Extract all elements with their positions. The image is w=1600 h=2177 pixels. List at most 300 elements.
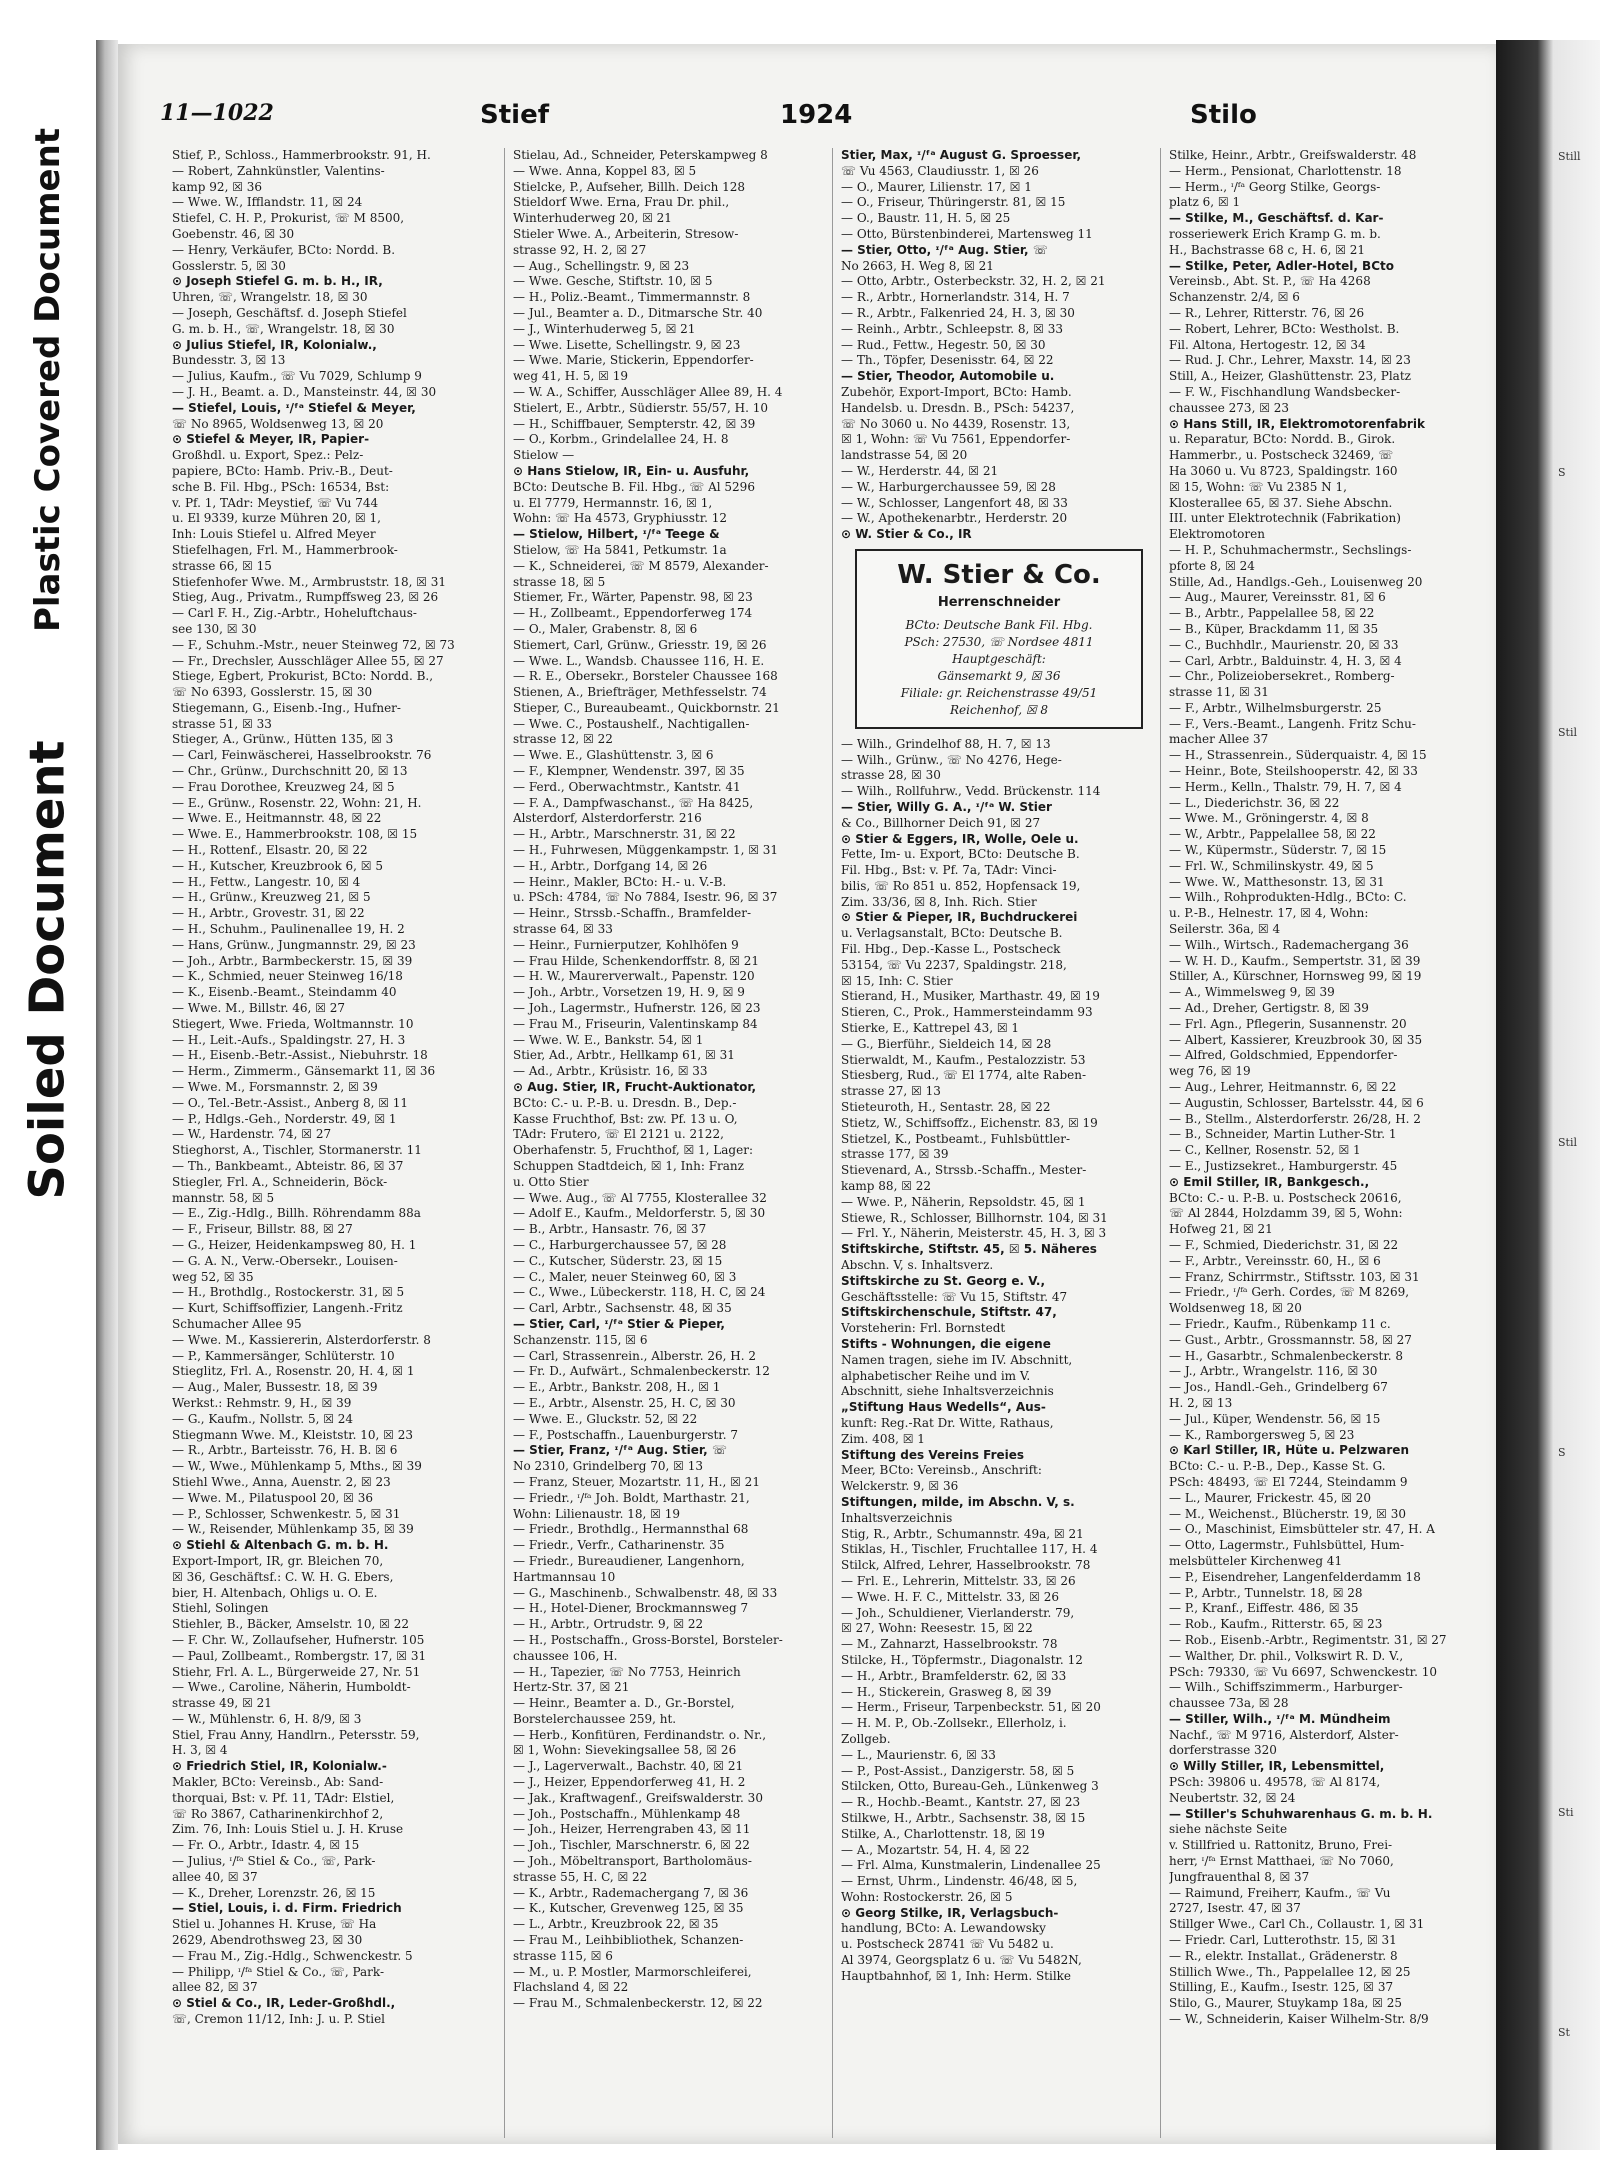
directory-entry: ⊙ Stier & Eggers, IR, Wolle, Oele u. <box>841 831 1079 846</box>
directory-entry: Seilerstr. 36a, ☒ 4 <box>1169 922 1281 937</box>
directory-entry: — Ad., Arbtr., Krüsistr. 16, ☒ 33 <box>513 1064 708 1079</box>
directory-entry: v. Pf. 1, TAdr: Meystief, ☏ Vu 744 <box>172 495 379 510</box>
directory-entry: — Stiel, Louis, i. d. Firm. Friedrich <box>172 1901 402 1916</box>
directory-entry: — Jos., Handl.-Geh., Grindelberg 67 <box>1169 1380 1388 1395</box>
directory-entry: Alsterdorf, Alsterdorferstr. 216 <box>513 811 702 826</box>
page-header <box>160 100 1490 136</box>
directory-entry: Abschn. V, s. Inhaltsverz. <box>841 1258 994 1273</box>
directory-entry: siehe nächste Seite <box>1169 1822 1288 1837</box>
directory-entry: — Augustin, Schlosser, Bartelsstr. 44, ☒ 6 <box>1169 1095 1424 1110</box>
directory-entry: Hauptbahnhof, ☒ 1, Inh: Herm. Stilke <box>841 1968 1072 1983</box>
directory-entry: ☏ Al 2844, Holzdamm 39, ☒ 5, Wohn: <box>1169 1206 1403 1221</box>
directory-entry: — O., Tel.-Betr.-Assist., Anberg 8, ☒ 11 <box>172 1095 409 1110</box>
directory-entry: — Joseph, Geschäftsf. d. Joseph Stiefel <box>172 305 407 320</box>
directory-entry: — Th., Bankbeamt., Abteistr. 86, ☒ 37 <box>172 1159 404 1173</box>
directory-entry: — Wwe. E., Hammerbrookstr. 108, ☒ 15 <box>172 827 418 842</box>
directory-entry: PSch: 79330, ☏ Vu 6697, Schwenckestr. 10 <box>1169 1664 1437 1679</box>
directory-entry: ⊙ Friedrich Stiel, IR, Kolonialw.- <box>172 1759 387 1774</box>
directory-entry: — F., Klempner, Wendenstr. 397, ☒ 35 <box>513 764 745 779</box>
directory-entry: — Fr., Drechsler, Ausschläger Allee 55, ☒ 27 <box>172 653 444 668</box>
directory-entry: Stierwaldt, M., Kaufm., Pestalozzistr. 53 <box>841 1052 1086 1067</box>
directory-entry: ☒ 27, Wohn: Reesestr. 15, ☒ 22 <box>841 1621 1033 1636</box>
directory-entry: — P., Kranf., Eiffestr. 486, ☒ 35 <box>1169 1601 1359 1616</box>
directory-entry: strasse 28, ☒ 30 <box>841 768 941 783</box>
directory-entry: 2727, Isestr. 47, ☒ 37 <box>1169 1901 1301 1916</box>
directory-entry: Stiehl Wwe., Anna, Auenstr. 2, ☒ 23 <box>172 1474 391 1489</box>
directory-entry: Stier, Max, ᶦ/ᶠᵃ August G. Sproesser, <box>841 148 1082 162</box>
directory-entry: ⊙ Stier & Pieper, IR, Buchdruckerei <box>841 910 1078 925</box>
directory-entry: u. El 9339, kurze Mühren 20, ☒ 1, <box>172 511 381 526</box>
column-3-bottom <box>841 737 1151 1985</box>
directory-entry: — Fr. D., Aufwärt., Schmalenbeckerstr. 12 <box>513 1364 770 1379</box>
directory-entry: G. m. b. H., ☏, Wrangelstr. 18, ☒ 30 <box>172 321 395 336</box>
directory-entry: — Frl. Agn., Pflegerin, Susannenstr. 20 <box>1169 1016 1407 1031</box>
directory-entry: — H., Strassenrein., Süderquaistr. 4, ☒ 15 <box>1169 748 1427 763</box>
directory-entry: Stiklas, H., Tischler, Fruchtallee 117, H. 4 <box>841 1542 1098 1557</box>
directory-entry: 53154, ☏ Vu 2237, Spaldingstr. 218, <box>841 957 1067 972</box>
directory-entry: Stienen, A., Briefträger, Methfesselstr. 74 <box>513 685 767 700</box>
directory-entry: — Ad., Dreher, Gertigstr. 8, ☒ 39 <box>1169 1001 1369 1016</box>
directory-entry: Ha 3060 u. Vu 8723, Spaldingstr. 160 <box>1169 463 1398 478</box>
directory-entry: strasse 64, ☒ 33 <box>513 922 613 937</box>
directory-entry: Stiege, Egbert, Prokurist, BCto: Nordd. B., <box>172 669 434 684</box>
directory-entry: strasse 12, ☒ 22 <box>513 732 613 747</box>
directory-entry: — Wilh., Rohprodukten-Hdlg., BCto: C. <box>1169 890 1407 905</box>
directory-entry: — R., Hochb.-Beamt., Kantstr. 27, ☒ 23 <box>841 1795 1081 1810</box>
directory-entry: Stieg, Aug., Privatm., Rumpffsweg 23, ☒ 26 <box>172 590 439 605</box>
directory-entry: ☒ 36, Geschäftsf.: C. W. H. G. Ebers, <box>172 1569 394 1584</box>
directory-entry: — P., Post-Assist., Danzigerstr. 58, ☒ 5 <box>841 1763 1075 1778</box>
directory-entry: Stiftungen, milde, im Abschn. V, s. <box>841 1494 1075 1509</box>
directory-entry: — M., Weichenst., Blücherstr. 19, ☒ 30 <box>1169 1506 1406 1521</box>
directory-entry: — Henry, Verkäufer, BCto: Nordd. B. <box>172 242 396 257</box>
directory-entry: Stiegemann, G., Eisenb.-Ing., Hufner- <box>172 700 401 715</box>
ad-main-address: Gänsemarkt 9, ☒ 36 <box>937 668 1061 683</box>
directory-entry: ☏, Cremon 11/12, Inh: J. u. P. Stiel <box>172 2012 386 2027</box>
directory-entry: — Robert, Zahnkünstler, Valentins- <box>172 163 385 178</box>
directory-entry: Bundesstr. 3, ☒ 13 <box>172 353 286 368</box>
header-left-keyword: Stief <box>480 100 550 130</box>
directory-entry: — Wwe. P., Näherin, Repsoldstr. 45, ☒ 1 <box>841 1194 1086 1209</box>
directory-entry: Stilcken, Otto, Bureau-Geh., Lünkenweg 3 <box>841 1779 1099 1794</box>
directory-entry: Inhaltsverzeichnis <box>841 1510 953 1525</box>
directory-entry: — Joh., Heizer, Herrengraben 43, ☒ 11 <box>513 1822 751 1837</box>
directory-entry: Oberhafenstr. 5, Fruchthof, ☒ 1, Lager: <box>513 1143 753 1158</box>
directory-entry: — Rud. J. Chr., Lehrer, Maxstr. 14, ☒ 23 <box>1169 353 1411 368</box>
directory-entry: u. P.-B., Helnestr. 17, ☒ 4, Wohn: <box>1169 906 1369 921</box>
directory-entry: sche B. Fil. Hbg., PSch: 16534, Bst: <box>172 479 390 494</box>
directory-entry: Stig, R., Arbtr., Schumannstr. 49a, ☒ 21 <box>841 1526 1084 1541</box>
directory-entry: Nachf., ☏ M 9716, Alsterdorf, Alster- <box>1169 1727 1399 1742</box>
directory-entry: — Joh., Lagermstr., Hufnerstr. 126, ☒ 23 <box>513 1001 761 1016</box>
directory-entry: ☏ Vu 4563, Claudiusstr. 1, ☒ 26 <box>841 163 1039 178</box>
directory-entry: — Herm., Kelln., Thalstr. 79, H. 7, ☒ 4 <box>1169 779 1402 794</box>
ad-main-label: Hauptgeschäft: <box>952 651 1046 666</box>
directory-entry: — E., Justizsekret., Hamburgerstr. 45 <box>1169 1159 1398 1173</box>
directory-entry: kamp 88, ☒ 22 <box>841 1179 932 1194</box>
directory-entry: Meer, BCto: Vereinsb., Anschrift: <box>841 1463 1042 1478</box>
directory-entry: — H., Arbtr., Ortrudstr. 9, ☒ 22 <box>513 1617 704 1632</box>
directory-entry: — Stier, Theodor, Automobile u. <box>841 369 1055 384</box>
directory-entry: — H., Fuhrwesen, Müggenkampstr. 1, ☒ 31 <box>513 843 779 858</box>
directory-entry: — W., Harburgerchaussee 59, ☒ 28 <box>841 479 1056 494</box>
directory-entry: u. PSch: 4784, ☏ No 7884, Isestr. 96, ☒ 37 <box>513 890 778 905</box>
directory-entry: — E., Arbtr., Bankstr. 208, H., ☒ 1 <box>513 1380 721 1395</box>
directory-entry: — Friedr., Verfr., Catharinenstr. 35 <box>513 1538 725 1553</box>
directory-entry: Stilling, E., Kaufm., Isestr. 125, ☒ 37 <box>1169 1980 1394 1995</box>
directory-entry: Makler, BCto: Vereinsb., Ab: Sand- <box>172 1775 384 1790</box>
directory-entry: — Philipp, ᶦ/ᶠᵃ Stiel & Co., ☏, Park- <box>172 1964 385 1979</box>
directory-entry: — Wwe. Anna, Koppel 83, ☒ 5 <box>513 163 697 178</box>
directory-entry: Schuppen Stadtdeich, ☒ 1, Inh: Franz <box>513 1159 744 1173</box>
directory-entry: — J., Lagerverwalt., Bachstr. 40, ☒ 21 <box>513 1759 744 1774</box>
directory-entry: handlung, BCto: A. Lewandowsky <box>841 1921 1046 1936</box>
directory-entry: Kasse Fruchthof, Bst: zw. Pf. 13 u. O, <box>513 1111 738 1126</box>
directory-entry: — K., Arbtr., Rademachergang 7, ☒ 36 <box>513 1885 749 1900</box>
directory-entry: — Ferd., Oberwachtmstr., Kantstr. 41 <box>513 779 741 794</box>
directory-entry: Zim. 408, ☒ 1 <box>841 1431 925 1446</box>
directory-entry: — Friedr. Carl, Lutterothstr. 15, ☒ 31 <box>1169 1933 1397 1948</box>
directory-entry: — R., Arbtr., Barteisstr. 76, H. B. ☒ 6 <box>172 1443 398 1458</box>
directory-entry: Zim. 76, Inh: Louis Stiel u. J. H. Kruse <box>172 1822 404 1837</box>
directory-entry: — P., Kammersänger, Schlüterstr. 10 <box>172 1348 395 1363</box>
directory-entry: — F., Arbtr., Vereinsstr. 60, H., ☒ 6 <box>1169 1253 1381 1268</box>
directory-entry: — Friedr., Bureaudiener, Langenhorn, <box>513 1553 745 1568</box>
directory-entry: — Frl. W., Schmilinskystr. 49, ☒ 5 <box>1169 858 1374 873</box>
directory-entry: platz 6, ☒ 1 <box>1169 195 1241 210</box>
directory-entry: — O., Maschinist, Eimsbütteler str. 47, H. A <box>1169 1522 1435 1537</box>
directory-entry: — Julius, Kaufm., ☏ Vu 7029, Schlump 9 <box>172 369 422 384</box>
directory-entry: — L., Maurer, Frickestr. 45, ☒ 20 <box>1169 1490 1372 1505</box>
directory-entry: — H., Fettw., Langestr. 10, ☒ 4 <box>172 874 361 889</box>
soiled-document-label <box>0 680 98 1260</box>
directory-entry: — C., Wwe., Lübeckerstr. 118, H. C, ☒ 24 <box>513 1285 766 1300</box>
directory-entry: — F., Postschaffn., Lauenburgerstr. 7 <box>513 1427 738 1442</box>
directory-entry: ☏ Ro 3867, Catharinenkirchhof 2, <box>172 1806 384 1821</box>
bleed-text: Sti <box>1558 1806 1574 1819</box>
directory-entry: macher Allee 37 <box>1169 732 1269 747</box>
directory-entry: — Wwe. W., Ifflandstr. 11, ☒ 24 <box>172 195 363 210</box>
directory-entry: — Heinr., Makler, BCto: H.- u. V.-B. <box>513 874 727 889</box>
directory-entry: Winterhuderweg 20, ☒ 21 <box>513 211 672 226</box>
directory-entry: — Carl, Strassenrein., Alberstr. 26, H. 2 <box>513 1348 756 1363</box>
directory-entry: Still, A., Heizer, Glashüttenstr. 23, Platz <box>1169 369 1411 384</box>
directory-entry: — P., Arbtr., Tunnelstr. 18, ☒ 28 <box>1169 1585 1363 1600</box>
directory-entry: — J., Arbtr., Wrangelstr. 116, ☒ 30 <box>1169 1364 1378 1379</box>
directory-entry: — Ernst, Uhrm., Lindenstr. 46/48, ☒ 5, <box>841 1874 1078 1889</box>
directory-entry: rosseriewerk Erich Kramp G. m. b. <box>1169 226 1381 241</box>
directory-entry: — G. A. N., Verw.-Obersekr., Louisen- <box>172 1253 398 1268</box>
directory-entry: — Wwe. W. E., Bankstr. 54, ☒ 1 <box>513 1032 704 1047</box>
directory-entry: — E., Arbtr., Alsenstr. 25, H. C, ☒ 30 <box>513 1395 736 1410</box>
directory-entry: allee 82, ☒ 37 <box>172 1980 258 1995</box>
directory-entry: — O., Baustr. 11, H. 5, ☒ 25 <box>841 211 1011 226</box>
directory-entry: — H., Leit.-Aufs., Spaldingstr. 27, H. 3 <box>172 1032 406 1047</box>
directory-entry: — W., Wwe., Mühlenkamp 5, Mths., ☒ 39 <box>172 1459 422 1474</box>
directory-entry: ⊙ Georg Stilke, IR, Verlagsbuch- <box>841 1905 1059 1920</box>
directory-entry: PSch: 39806 u. 49578, ☏ Al 8174, <box>1169 1775 1381 1790</box>
directory-entry: Stierand, H., Musiker, Marthastr. 49, ☒ 19 <box>841 989 1100 1004</box>
directory-entry: Stieglitz, Frl. A., Rosenstr. 20, H. 4, ☒ 1 <box>172 1364 415 1379</box>
directory-entry: — A., Wimmelsweg 9, ☒ 39 <box>1169 985 1335 1000</box>
directory-entry: — Rud., Fettw., Hegestr. 50, ☒ 30 <box>841 337 1046 352</box>
directory-entry: strasse 66, ☒ 15 <box>172 558 272 573</box>
directory-entry: — F., Schmied, Diederichstr. 31, ☒ 22 <box>1169 1237 1399 1252</box>
directory-entry: alphabetischer Reihe und im V. <box>841 1368 1031 1383</box>
directory-entry: Al 3974, Georgsplatz 6 u. ☏ Vu 5482N, <box>841 1953 1082 1968</box>
directory-entry: — Wilh., Wirtsch., Rademachergang 36 <box>1169 937 1409 952</box>
directory-entry: H. 3, ☒ 4 <box>172 1743 228 1758</box>
directory-entry: — Aug., Maurer, Vereinsstr. 81, ☒ 6 <box>1169 590 1386 605</box>
directory-entry: — Wwe. M., Forsmannstr. 2, ☒ 39 <box>172 1080 378 1095</box>
directory-entry: — Wwe. W., Matthesonstr. 13, ☒ 31 <box>1169 874 1385 889</box>
directory-entry: — Aug., Maler, Bussestr. 18, ☒ 39 <box>172 1380 378 1395</box>
directory-entry: — Frau Dorothee, Kreuzweg 24, ☒ 5 <box>172 779 395 794</box>
directory-entry: Inh: Louis Stiefel u. Alfred Meyer <box>172 527 376 542</box>
directory-entry: — Frau M., Leihbibliothek, Schanzen- <box>513 1933 744 1948</box>
directory-entry: — Herm., Zimmerm., Gänsemarkt 11, ☒ 36 <box>172 1064 436 1079</box>
directory-entry: — Stier, Willy G. A., ᶦ/ᶠᵃ W. Stier <box>841 799 1052 814</box>
directory-entry: u. Otto Stier <box>513 1174 589 1189</box>
directory-entry: Geschäftsstelle: ☏ Vu 15, Stiftstr. 47 <box>841 1289 1068 1304</box>
directory-entry: — C., Harburgerchaussee 57, ☒ 28 <box>513 1237 727 1252</box>
directory-entry: strasse 115, ☒ 6 <box>513 1948 613 1963</box>
directory-entry: — J., Heizer, Eppendorferweg 41, H. 2 <box>513 1775 746 1790</box>
directory-entry: Schanzenstr. 115, ☒ 6 <box>513 1332 648 1347</box>
directory-entry: H. 2, ☒ 13 <box>1169 1395 1233 1410</box>
directory-entry: — Th., Töpfer, Desenisstr. 64, ☒ 22 <box>841 353 1054 368</box>
directory-entry: — R., Lehrer, Ritterstr. 76, ☒ 26 <box>1169 305 1365 320</box>
directory-entry: Vorsteherin: Frl. Bornstedt <box>841 1321 1006 1336</box>
directory-entry: Wohn: Lilienaustr. 18, ☒ 19 <box>513 1506 681 1521</box>
directory-entry: — Herm., Friseur, Tarpenbeckstr. 51, ☒ 20 <box>841 1700 1101 1715</box>
directory-entry: weg 41, H. 5, ☒ 19 <box>513 369 628 384</box>
directory-entry: — Aug., Schellingstr. 9, ☒ 23 <box>513 258 690 273</box>
directory-entry: — Stier, Otto, ᶦ/ᶠᵃ Aug. Stier, ☏ <box>841 242 1048 257</box>
directory-entry: Stilo, G., Maurer, Stuykamp 18a, ☒ 25 <box>1169 1996 1402 2011</box>
directory-entry: — F. W., Fischhandlung Wandsbecker- <box>1169 384 1401 399</box>
directory-entry: — Frl. Alma, Kunstmalerin, Lindenallee 25 <box>841 1858 1101 1873</box>
directory-entry: Fette, Im- u. Export, BCto: Deutsche B. <box>841 847 1080 862</box>
directory-entry: Stiel u. Johannes H. Kruse, ☏ Ha <box>172 1917 377 1932</box>
directory-entry: strasse 49, ☒ 21 <box>172 1696 272 1711</box>
directory-entry: — H., Postschaffn., Gross-Borstel, Borsteler- <box>513 1632 783 1647</box>
directory-entry: strasse 55, H. C, ☒ 22 <box>513 1869 648 1884</box>
directory-entry: — Otto, Bürstenbinderei, Martensweg 11 <box>841 226 1093 241</box>
directory-entry: Handelsb. u. Dresdn. B., PSch: 54237, <box>841 400 1075 415</box>
directory-entry: ☒ 15, Wohn: ☏ Vu 2385 N 1, <box>1169 479 1347 494</box>
directory-entry: strasse 11, ☒ 31 <box>1169 685 1269 700</box>
directory-entry: — B., Arbtr., Pappelallee 58, ☒ 22 <box>1169 606 1375 621</box>
directory-entry: — L., Arbtr., Kreuzbrook 22, ☒ 35 <box>513 1917 719 1932</box>
directory-entry: — H., Kutscher, Kreuzbrook 6, ☒ 5 <box>172 858 384 873</box>
directory-entry: Stilke, Heinr., Arbtr., Greifswalderstr. 48 <box>1169 148 1417 162</box>
directory-entry: — Wwe. M., Pilatuspool 20, ☒ 36 <box>172 1490 374 1505</box>
directory-entry: — Joh., Schuldiener, Vierlanderstr. 79, <box>841 1605 1075 1620</box>
bleed-text: Stil <box>1558 1136 1577 1149</box>
directory-entry: — H., Gasarbtr., Schmalenbeckerstr. 8 <box>1169 1348 1404 1363</box>
directory-columns <box>172 148 1492 2138</box>
directory-entry: weg 52, ☒ 35 <box>172 1269 254 1284</box>
directory-entry: — P., Schlosser, Schwenkestr. 5, ☒ 31 <box>172 1506 401 1521</box>
directory-entry: ⊙ Joseph Stiefel G. m. b. H., IR, <box>172 274 383 289</box>
directory-entry: 2629, Abendrothsweg 23, ☒ 30 <box>172 1933 363 1948</box>
directory-entry: — H., Schuhm., Paulinenallee 19, H. 2 <box>172 922 405 937</box>
directory-entry: — W., Schlosser, Langenfort 48, ☒ 33 <box>841 495 1068 510</box>
directory-entry: — G., Bierführ., Sieldeich 14, ☒ 28 <box>841 1036 1052 1051</box>
directory-entry: Export-Import, IR, gr. Bleichen 70, <box>172 1553 384 1568</box>
directory-entry: Stier, Ad., Arbtr., Hellkamp 61, ☒ 31 <box>513 1048 735 1063</box>
directory-entry: — A., Mozartstr. 54, H. 4, ☒ 22 <box>841 1842 1030 1857</box>
directory-entry: — Jak., Kraftwagenf., Greifswalderstr. 30 <box>513 1790 763 1805</box>
ad-trade: Herrenschneider <box>937 594 1061 610</box>
directory-entry: — R., Arbtr., Falkenried 24, H. 3, ☒ 30 <box>841 305 1075 320</box>
directory-entry: — Wwe. M., Gröningerstr. 4, ☒ 8 <box>1169 811 1369 826</box>
directory-entry: Stifts - Wohnungen, die eigene <box>841 1337 1051 1351</box>
directory-entry: — R., elektr. Installat., Grädenerstr. 8 <box>1169 1948 1398 1963</box>
directory-entry: — Wilh., Rollfuhrw., Vedd. Brückenstr. 114 <box>841 784 1101 799</box>
directory-entry: Stieper, C., Bureaubeamt., Quickbornstr. 21 <box>513 700 780 715</box>
directory-entry: Elektromotoren <box>1169 527 1265 542</box>
directory-entry: Hertz-Str. 37, ☒ 21 <box>513 1680 630 1695</box>
directory-entry: strasse 177, ☒ 39 <box>841 1147 949 1162</box>
directory-entry: — Franz, Steuer, Mozartstr. 11, H., ☒ 21 <box>513 1474 760 1489</box>
directory-entry: — B., Stellm., Alsterdorferstr. 26/28, H. 2 <box>1169 1111 1421 1126</box>
directory-entry: — Carl, Feinwäscherei, Hasselbrookstr. 76 <box>172 748 432 763</box>
directory-entry: — Adolf E., Kaufm., Meldorferstr. 5, ☒ 30 <box>513 1206 766 1221</box>
directory-entry: Hammerbr., u. Postscheck 32469, ☏ <box>1169 448 1394 463</box>
plastic-covered-text: Plastic Covered Document <box>28 127 69 633</box>
directory-entry: Stiegert, Wwe. Frieda, Woltmannstr. 10 <box>172 1016 414 1031</box>
directory-entry: Abschnitt, siehe Inhaltsverzeichnis <box>841 1384 1054 1399</box>
directory-entry: — Joh., Postschaffn., Mühlenkamp 48 <box>513 1806 741 1821</box>
directory-entry: — Stier, Carl, ᶦ/ᶠᵃ Stier & Pieper, <box>513 1316 725 1331</box>
directory-entry: Großhdl. u. Export, Spez.: Pelz- <box>172 448 364 463</box>
directory-entry: — H., Schiffbauer, Sempterstr. 42, ☒ 39 <box>513 416 756 431</box>
directory-entry: — K., Kutscher, Grevenweg 125, ☒ 35 <box>513 1901 744 1916</box>
directory-entry: Stierke, E., Kattrepel 43, ☒ 1 <box>841 1021 1020 1036</box>
directory-entry: — K., Schmied, neuer Steinweg 16/18 <box>172 969 403 984</box>
directory-entry: Stielau, Ad., Schneider, Peterskampweg 8 <box>513 148 768 162</box>
directory-entry: BCto: C.- u. P.-B., Dep., Kasse St. G. <box>1169 1459 1386 1474</box>
directory-entry: — F., Friseur, Billstr. 88, ☒ 27 <box>172 1222 353 1237</box>
directory-entry: ☏ No 3060 u. No 4439, Rosenstr. 13, <box>841 416 1071 431</box>
directory-entry: — F., Schuhm.-Mstr., neuer Steinweg 72, ☒ 73 <box>172 637 455 652</box>
directory-entry: Welckerstr. 9, ☒ 36 <box>841 1479 959 1494</box>
directory-entry: — Heinr., Beamter a. D., Gr.-Borstel, <box>513 1696 735 1711</box>
directory-entry: Stiemer, Fr., Wärter, Papenstr. 98, ☒ 23 <box>513 590 753 605</box>
header-right-keyword: Stilo <box>1190 100 1257 130</box>
directory-entry: mannstr. 58, ☒ 5 <box>172 1190 275 1205</box>
directory-entry: — E., Zig.-Hdlg., Billh. Röhrendamm 88a <box>172 1206 421 1221</box>
directory-entry: ☏ No 8965, Woldsenweg 13, ☒ 20 <box>172 416 384 431</box>
directory-entry: — L., Diederichstr. 36, ☒ 22 <box>1169 795 1340 810</box>
directory-entry: — Wwe. Aug., ☏ Al 7755, Klosterallee 32 <box>513 1190 767 1205</box>
directory-entry: — Alfred, Goldschmied, Eppendorfer- <box>1169 1048 1398 1063</box>
directory-entry: — Chr., Polizeiobersekret., Romberg- <box>1169 669 1395 684</box>
directory-entry: Fil. Altona, Hertogestr. 12, ☒ 34 <box>1169 337 1366 352</box>
directory-entry: ☏ No 6393, Gosslerstr. 15, ☒ 30 <box>172 685 373 700</box>
directory-entry: ⊙ W. Stier & Co., IR <box>841 527 972 542</box>
directory-entry: — Otto, Lagermstr., Fuhlsbüttel, Hum- <box>1169 1538 1405 1553</box>
directory-entry: — Julius, ᶦ/ᶠᵃ Stiel & Co., ☏, Park- <box>172 1854 376 1869</box>
directory-entry: — H., Eisenb.-Betr.-Assist., Niebuhrstr. 18 <box>172 1048 428 1063</box>
directory-entry: — Herm., ᶦ/ᶠᵃ Georg Stilke, Georgs- <box>1169 179 1381 194</box>
directory-entry: BCto: C.- u. P.-B. u. Postscheck 20616, <box>1169 1190 1402 1205</box>
directory-entry: — Stier, Franz, ᶦ/ᶠᵃ Aug. Stier, ☏ <box>513 1443 727 1458</box>
directory-entry: — Wwe. E., Heitmannstr. 48, ☒ 22 <box>172 811 382 826</box>
directory-entry: — Stiller's Schuhwarenhaus G. m. b. H. <box>1169 1806 1433 1821</box>
directory-entry: — Heinr., Furnierputzer, Kohlhöfen 9 <box>513 937 739 952</box>
directory-entry: dorferstrasse 320 <box>1169 1743 1277 1758</box>
directory-entry: Flachsland 4, ☒ 22 <box>513 1980 629 1995</box>
facing-page-edge <box>1496 40 1600 2150</box>
advertisement-box <box>855 549 1143 729</box>
directory-entry: — Frl. E., Lehrerin, Mittelstr. 33, ☒ 26 <box>841 1573 1076 1588</box>
directory-entry: — Friedr., ᶦ/ᶠᵃ Joh. Boldt, Marthastr. 21, <box>513 1490 750 1505</box>
directory-entry: — Herm., Pensionat, Charlottenstr. 18 <box>1169 163 1402 178</box>
directory-entry: — H., Arbtr., Dorfgang 14, ☒ 26 <box>513 858 708 873</box>
directory-entry: „Stiftung Haus Wedells“, Aus- <box>841 1400 1046 1415</box>
directory-entry: — C., Kutscher, Süderstr. 23, ☒ 15 <box>513 1253 723 1268</box>
directory-entry: strasse 18, ☒ 5 <box>513 574 606 589</box>
directory-entry: Stiehler, B., Bäcker, Amselstr. 10, ☒ 22 <box>172 1617 409 1632</box>
directory-entry: Stieler Wwe. A., Arbeiterin, Stresow- <box>513 226 739 241</box>
directory-entry: ⊙ Aug. Stier, IR, Frucht-Auktionator, <box>513 1080 757 1095</box>
directory-entry: — Friedr., Brothdlg., Hermannsthal 68 <box>513 1522 749 1537</box>
directory-entry: — H., Brothdlg., Rostockerstr. 31, ☒ 5 <box>172 1285 405 1300</box>
directory-entry: — O., Friseur, Thüringerstr. 81, ☒ 15 <box>841 195 1066 210</box>
directory-entry: — R. E., Obersekr., Borsteler Chaussee 168 <box>513 669 778 684</box>
directory-entry: — Robert, Lehrer, BCto: Westholst. B. <box>1169 321 1400 336</box>
directory-entry: — G., Heizer, Heidenkampsweg 80, H. 1 <box>172 1237 417 1252</box>
directory-entry: — Wilh., Grindelhof 88, H. 7, ☒ 13 <box>841 736 1051 751</box>
directory-entry: — O., Maler, Grabenstr. 8, ☒ 6 <box>513 621 698 636</box>
page-number: 11—1022 <box>160 100 274 126</box>
directory-entry: ⊙ Hans Still, IR, Elektromotorenfabrik <box>1169 416 1425 431</box>
directory-entry: chaussee 73a, ☒ 28 <box>1169 1696 1289 1711</box>
directory-entry: — Wwe. L., Wandsb. Chaussee 116, H. E. <box>513 653 765 668</box>
directory-entry: bier, H. Altenbach, Ohligs u. O. E. <box>172 1585 378 1600</box>
directory-entry: — Jul., Beamter a. D., Ditmarsche Str. 40 <box>513 305 763 320</box>
directory-entry: — K., Ramborgersweg 5, ☒ 23 <box>1169 1427 1355 1442</box>
directory-entry: Stiftskirche, Stiftstr. 45, ☒ 5. Näheres <box>841 1242 1097 1257</box>
directory-entry: Stiftskirche zu St. Georg e. V., <box>841 1273 1046 1288</box>
directory-entry: Stieren, C., Prok., Hammersteindamm 93 <box>841 1005 1093 1020</box>
directory-entry: — C., Kellner, Rosenstr. 52, ☒ 1 <box>1169 1143 1361 1158</box>
directory-entry: — B., Schneider, Martin Luther-Str. 1 <box>1169 1127 1397 1142</box>
directory-entry: — Wwe. C., Postaushelf., Nachtigallen- <box>513 716 750 731</box>
directory-entry: Wohn: Rostockerstr. 26, ☒ 5 <box>841 1889 1013 1904</box>
directory-entry: — R., Arbtr., Hornerlandstr. 314, H. 7 <box>841 290 1070 305</box>
directory-entry: ⊙ Stiefel & Meyer, IR, Papier- <box>172 432 370 447</box>
directory-entry: — Raimund, Freiherr, Kaufm., ☏ Vu <box>1169 1885 1391 1900</box>
directory-entry: III. unter Elektrotechnik (Fabrikation) <box>1169 511 1401 526</box>
directory-entry: — H., Hotel-Diener, Brockmannsweg 7 <box>513 1601 749 1616</box>
directory-entry: Stilck, Alfred, Lehrer, Hasselbrookstr. 78 <box>841 1558 1091 1573</box>
directory-entry: pforte 8, ☒ 24 <box>1169 558 1255 573</box>
directory-entry: — Stiller, Wilh., ᶦ/ᶠᵃ M. Mündheim <box>1169 1711 1391 1726</box>
directory-entry: — Chr., Grünw., Durchschnitt 20, ☒ 13 <box>172 764 408 779</box>
directory-entry: — Stilke, Peter, Adler-Hotel, BCto <box>1169 258 1394 273</box>
directory-entry: — H., Arbtr., Bramfelderstr. 62, ☒ 33 <box>841 1668 1067 1683</box>
directory-entry: — H., Arbtr., Marschnerstr. 31, ☒ 22 <box>513 827 736 842</box>
directory-entry: Stievenard, A., Strssb.-Schaffn., Mester- <box>841 1163 1087 1178</box>
directory-entry: chaussee 273, ☒ 23 <box>1169 400 1290 415</box>
directory-entry: Stiel, Frau Anny, Handlrn., Petersstr. 59, <box>172 1727 420 1742</box>
directory-entry: — L., Maurienstr. 6, ☒ 33 <box>841 1747 996 1762</box>
directory-entry: — W., Küpermstr., Süderstr. 7, ☒ 15 <box>1169 843 1387 858</box>
